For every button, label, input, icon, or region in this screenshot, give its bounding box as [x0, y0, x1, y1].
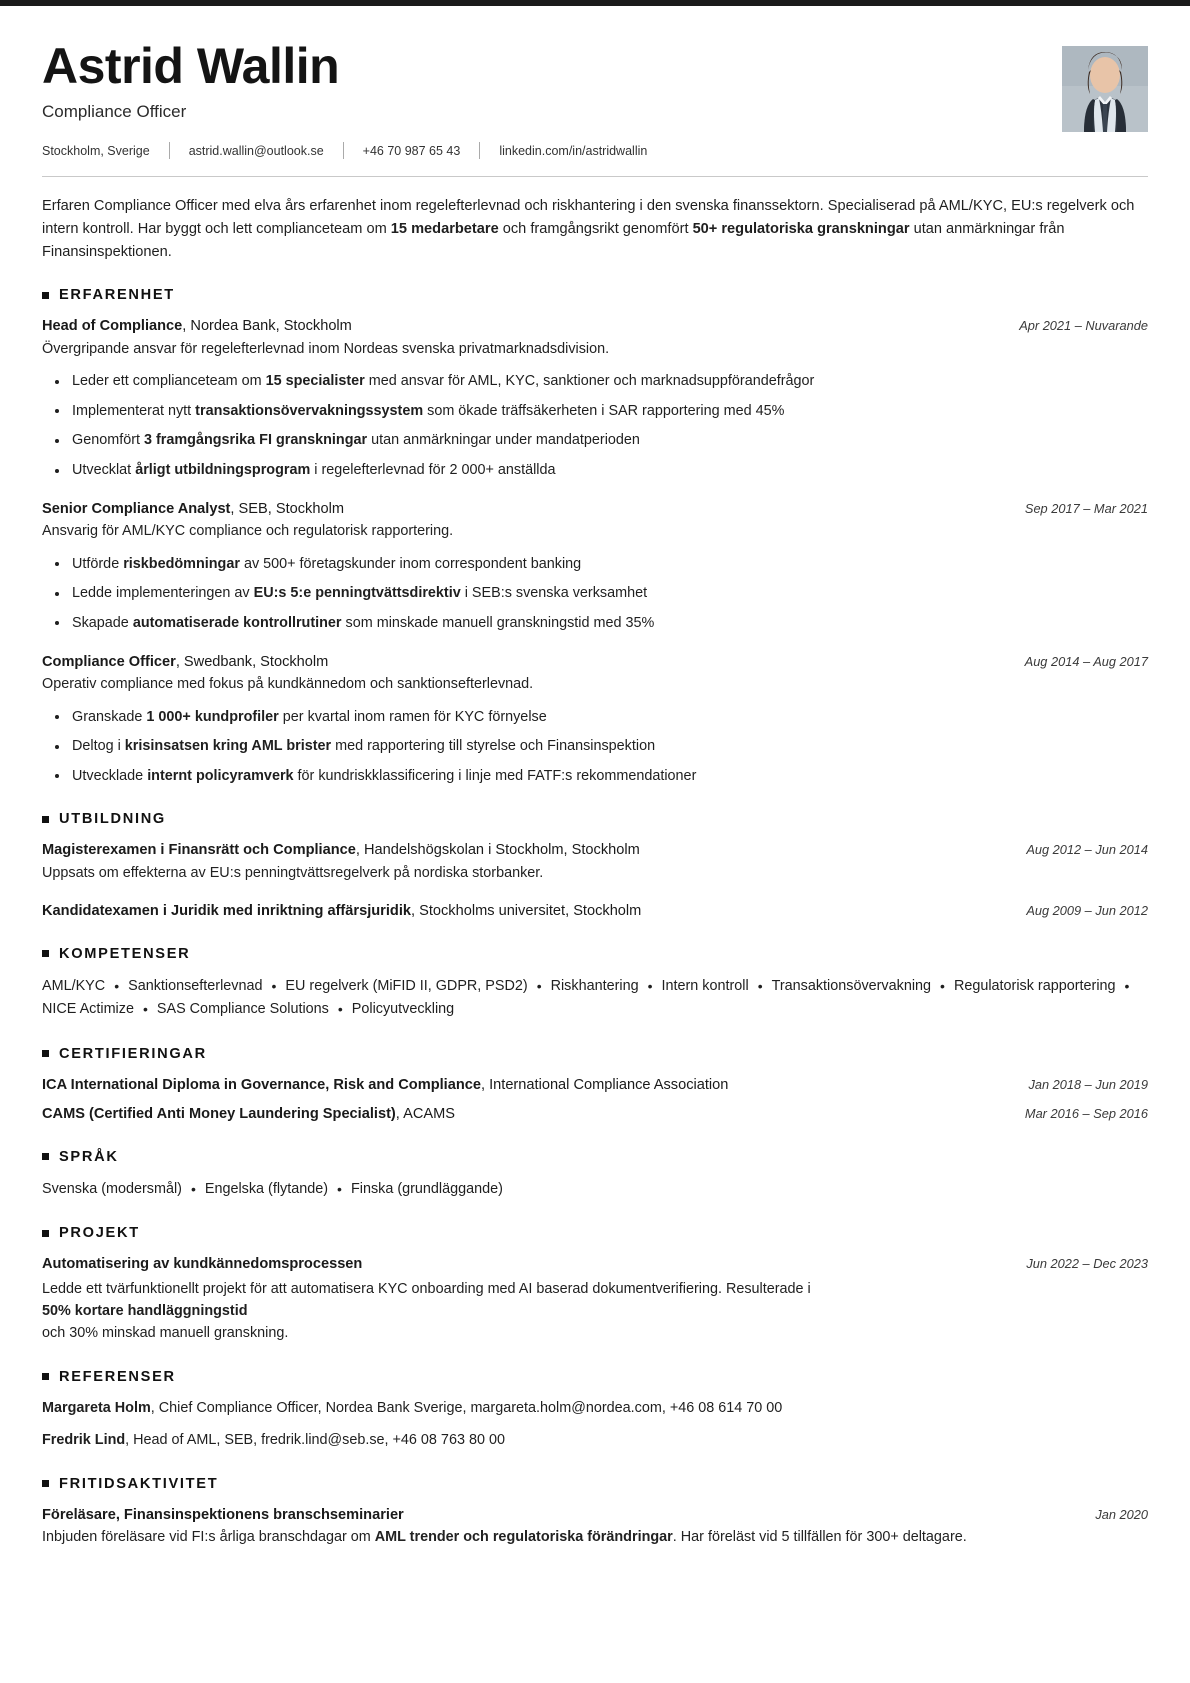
skills-list [42, 975, 1148, 1022]
skill-item: Intern kontroll [661, 978, 749, 994]
references-list [42, 1398, 1148, 1452]
entry-header [42, 1075, 1148, 1095]
skill-item: EU regelverk (MiFID II, GDPR, PSD2) [285, 978, 528, 994]
section-heading-experience [42, 287, 1148, 303]
section-certifications [42, 1046, 1148, 1125]
reference-name: Fredrik Lind [42, 1432, 126, 1449]
bullet-highlight: krisinsatsen kring AML brister [124, 738, 332, 755]
section-projects [42, 1225, 1148, 1344]
bullet-separator-icon: • [337, 1180, 342, 1197]
contact-divider [169, 142, 170, 159]
languages-list [42, 1178, 1148, 1201]
entry-date: Apr 2021 – Nuvarande [1019, 318, 1148, 334]
contact-location: Stockholm, Sverige [42, 143, 150, 158]
entry-title [42, 1254, 1008, 1274]
reference-detail: , Chief Compliance Officer, Nordea Bank Sverige, margareta.holm@nordea.com, +46 08 614 70 00 [150, 1399, 783, 1416]
summary-text-2: och framgångsrikt genomfört [498, 221, 693, 237]
skill-item: Riskhantering [550, 978, 639, 994]
square-bullet-icon [42, 1230, 49, 1237]
bullet-item: Implementerat nytt transaktionsövervakningssystem som ökade träffsäkerheten i SAR rapportering med 45% [72, 401, 1148, 423]
entry-header [42, 840, 1148, 860]
entry-date: Jun 2022 – Dec 2023 [1026, 1256, 1148, 1272]
section-leisure [42, 1476, 1148, 1549]
leisure-highlight: AML trender och regulatoriska förändringar [374, 1529, 673, 1546]
entry-description: Uppsats om effekterna av EU:s penningtvättsregelverk på nordiska storbanker. [42, 864, 544, 881]
section-languages [42, 1149, 1148, 1201]
header-divider [42, 176, 1148, 177]
bullet-highlight: transaktionsövervakningssystem [195, 402, 424, 419]
entry-title [42, 840, 1008, 860]
skill-item: Sanktionsefterlevnad [128, 978, 263, 994]
certifications-list [42, 1075, 1148, 1125]
skill-item: Policyutveckling [351, 1001, 455, 1018]
section-heading-certifications [42, 1046, 1148, 1062]
page-title: Astrid Wallin [42, 38, 340, 94]
square-bullet-icon [42, 950, 49, 957]
skill-item: SAS Compliance Solutions [156, 1001, 329, 1018]
bullet-separator-icon: • [114, 977, 120, 994]
bullet-list [42, 707, 1148, 788]
skill-item: Regulatorisk rapportering [953, 978, 1116, 994]
entry-date: Aug 2012 – Jun 2014 [1026, 842, 1148, 858]
bullet-highlight: internt policyramverk [147, 767, 294, 784]
skill-item: Transaktionsövervakning [771, 978, 932, 994]
bullet-item: Ledde implementeringen av EU:s 5:e penningtvättsdirektiv i SEB:s svenska verksamhet [72, 583, 1148, 605]
section-skills [42, 946, 1148, 1022]
section-heading-label: REFERENSER [59, 1368, 176, 1385]
summary-highlight-1: 15 medarbetare [390, 221, 499, 237]
section-heading-label: SPRÅK [59, 1148, 119, 1165]
bullet-separator-icon: • [1124, 977, 1130, 994]
experience-company: , Nordea Bank, Stockholm [182, 318, 352, 335]
entry-date: Mar 2016 – Sep 2016 [1024, 1106, 1148, 1122]
experience-entry [42, 316, 1148, 481]
section-heading-label: UTBILDNING [59, 811, 166, 828]
experience-company: , SEB, Stockholm [230, 500, 344, 517]
entry-title [42, 316, 1001, 336]
section-heading-skills [42, 946, 1148, 962]
bullet-item: Utvecklat årligt utbildningsprogram i regelefterlevnad för 2 000+ anställda [72, 460, 1148, 482]
certification-entry [42, 1104, 1148, 1124]
leisure-entry [42, 1505, 1148, 1549]
bullet-list [42, 371, 1148, 481]
section-heading-label: CERTIFIERINGAR [59, 1045, 207, 1062]
entry-date: Aug 2014 – Aug 2017 [1024, 653, 1148, 669]
entry-header [42, 1505, 1148, 1525]
header-text-block [42, 40, 1036, 159]
project-name: Automatisering av kundkännedomsprocessen [42, 1256, 363, 1273]
experience-entry [42, 652, 1148, 788]
bullet-separator-icon: • [757, 977, 763, 994]
certification-name: CAMS (Certified Anti Money Laundering Specialist) [42, 1106, 396, 1123]
language-item: Svenska (modersmål) [42, 1180, 182, 1197]
section-references [42, 1369, 1148, 1452]
experience-list [42, 316, 1148, 787]
education-school: , Handelshögskolan i Stockholm, Stockholm [355, 842, 640, 859]
bullet-item: Skapade automatiserade kontrollrutiner som minskade manuell granskningstid med 35% [72, 613, 1148, 635]
reference-entry [42, 1430, 1148, 1452]
entry-header [42, 316, 1148, 336]
bullet-highlight: EU:s 5:e penningtvättsdirektiv [253, 585, 461, 602]
entry-title [42, 499, 1007, 519]
summary-text-3: utan anmärkningar från Finansinspektionen. [42, 221, 1065, 260]
bullet-separator-icon: • [647, 977, 653, 994]
contact-phone[interactable]: +46 70 987 65 43 [362, 143, 461, 158]
education-school: , Stockholms universitet, Stockholm [410, 903, 642, 920]
bullet-highlight: 3 framgångsrika FI granskningar [143, 432, 368, 449]
contact-linkedin[interactable]: linkedin.com/in/astridwallin [499, 143, 648, 158]
language-item: Finska (grundläggande) [350, 1180, 503, 1197]
bullet-highlight: 15 specialister [265, 373, 365, 390]
section-heading-label: FRITIDSAKTIVITET [59, 1475, 219, 1492]
certification-name: ICA International Diploma in Governance, Risk and Compliance [42, 1076, 481, 1093]
square-bullet-icon [42, 1050, 49, 1057]
square-bullet-icon [42, 1373, 49, 1380]
experience-role: Senior Compliance Analyst [42, 500, 231, 517]
section-heading-label: PROJEKT [59, 1225, 140, 1242]
project-entry [42, 1254, 1148, 1344]
reference-detail: , Head of AML, SEB, fredrik.lind@seb.se, +46 08 763 80 00 [125, 1432, 505, 1449]
section-heading-label: KOMPETENSER [59, 945, 191, 962]
entry-date: Jan 2020 [1095, 1506, 1148, 1522]
leisure-list [42, 1505, 1148, 1549]
education-entry [42, 840, 1148, 884]
bullet-item: Granskade 1 000+ kundprofiler per kvartal inom ramen för KYC förnyelse [72, 707, 1148, 729]
resume-header [42, 40, 1148, 159]
section-heading-label: ERFARENHET [59, 287, 175, 304]
entry-description: Övergripande ansvar för regelefterlevnad inom Nordeas svenska privatmarknadsdivision. [42, 340, 610, 357]
skill-item: AML/KYC [42, 978, 106, 994]
bullet-item: Utvecklade internt policyramverk för kundriskklassificering i linje med FATF:s rekommendationer [72, 766, 1148, 788]
entry-date: Jan 2018 – Jun 2019 [1028, 1076, 1148, 1092]
square-bullet-icon [42, 1480, 49, 1487]
square-bullet-icon [42, 1153, 49, 1160]
experience-role: Compliance Officer [42, 653, 176, 670]
experience-role: Head of Compliance [42, 318, 183, 335]
square-bullet-icon [42, 292, 49, 299]
avatar [1062, 46, 1148, 132]
entry-title [42, 901, 1008, 921]
entry-title [42, 1075, 1010, 1095]
summary-highlight-2: 50+ regulatoriska granskningar [692, 221, 910, 237]
entry-date: Aug 2009 – Jun 2012 [1026, 903, 1148, 919]
bullet-highlight: årligt utbildningsprogram [135, 462, 311, 479]
entry-date: Sep 2017 – Mar 2021 [1024, 500, 1148, 516]
section-heading-education [42, 811, 1148, 827]
contact-email[interactable]: astrid.wallin@outlook.se [188, 143, 324, 158]
entry-title [42, 652, 1007, 672]
contact-line [42, 142, 1036, 159]
bullet-highlight: 1 000+ kundprofiler [146, 708, 279, 725]
bullet-item: Utförde riskbedömningar av 500+ företagskunder inom correspondent banking [72, 554, 1148, 576]
section-heading-references [42, 1369, 1148, 1385]
bullet-item: Genomfört 3 framgångsrika FI granskningar utan anmärkningar under mandatperioden [72, 430, 1148, 452]
section-heading-projects [42, 1225, 1148, 1241]
leisure-title: Föreläsare, Finansinspektionens branschseminarier [42, 1506, 404, 1523]
job-title-subtitle: Compliance Officer [42, 102, 187, 121]
bullet-separator-icon: • [940, 977, 945, 994]
projects-list [42, 1254, 1148, 1344]
entry-header [42, 901, 1148, 921]
bullet-separator-icon: • [190, 1180, 196, 1197]
bullet-separator-icon: • [337, 1001, 343, 1018]
reference-entry [42, 1398, 1148, 1420]
entry-description: Ansvarig för AML/KYC compliance och regulatorisk rapportering. [42, 523, 454, 540]
project-description: Ledde ett tvärfunktionellt projekt för att automatisera KYC onboarding med AI baserad dokumentverifiering. Resulterade i 50% kortare handläggningstid och 30% minskad manuell granskning. [42, 1278, 1148, 1345]
project-highlight: 50% kortare handläggningstid [42, 1302, 248, 1319]
entry-description: Operativ compliance med fokus på kundkännedom och sanktionsefterlevnad. [42, 675, 534, 692]
reference-name: Margareta Holm [42, 1399, 151, 1416]
education-list [42, 840, 1148, 921]
certification-issuer: , International Compliance Association [480, 1076, 729, 1093]
contact-divider [479, 142, 480, 159]
experience-company: , Swedbank, Stockholm [175, 653, 329, 670]
certification-issuer: , ACAMS [395, 1106, 455, 1123]
certification-entry [42, 1075, 1148, 1095]
bullet-highlight: automatiserade kontrollrutiner [132, 614, 342, 631]
entry-title [42, 1505, 1077, 1525]
contact-divider [343, 142, 344, 159]
education-degree: Magisterexamen i Finansrätt och Compliance [42, 842, 356, 859]
entry-title [42, 1104, 1007, 1124]
section-experience [42, 287, 1148, 787]
education-degree: Kandidatexamen i Juridik med inriktning affärsjuridik [42, 903, 411, 920]
bullet-separator-icon: • [271, 977, 277, 994]
leisure-description: Inbjuden föreläsare vid FI:s årliga branschdagar om AML trender och regulatoriska förändringar. Har föreläst vid 5 tillfällen för 300+ deltagare. [42, 1529, 967, 1546]
entry-header [42, 1104, 1148, 1124]
language-item: Engelska (flytande) [204, 1180, 329, 1197]
section-heading-leisure [42, 1476, 1148, 1492]
bullet-item: Deltog i krisinsatsen kring AML brister med rapportering till styrelse och Finansinspektion [72, 736, 1148, 758]
entry-header [42, 1254, 1148, 1274]
section-education [42, 811, 1148, 921]
summary-text-1: Erfaren Compliance Officer med elva års erfarenhet inom regelefterlevnad och riskhantering i den svenska finanssektorn. Specialiserad på AML/KYC, EU:s regelverk och intern kontroll. Har byggt och lett complianceteam om [42, 198, 1135, 237]
bullet-separator-icon: • [536, 977, 542, 994]
bullet-item: Leder ett complianceteam om 15 specialister med ansvar för AML, KYC, sanktioner och marknadsuppförandefrågor [72, 371, 1148, 393]
square-bullet-icon [42, 816, 49, 823]
project-description-tail: och 30% minskad manuell granskning. [42, 1325, 289, 1342]
bullet-list [42, 554, 1148, 635]
profile-summary [42, 195, 1148, 263]
section-heading-languages [42, 1149, 1148, 1165]
entry-header [42, 499, 1148, 519]
bullet-separator-icon: • [142, 1001, 148, 1018]
experience-entry [42, 499, 1148, 635]
bullet-highlight: riskbedömningar [123, 555, 240, 572]
education-entry [42, 901, 1148, 921]
entry-header [42, 652, 1148, 672]
skill-item: NICE Actimize [42, 1001, 134, 1018]
resume-page [0, 6, 1190, 1589]
